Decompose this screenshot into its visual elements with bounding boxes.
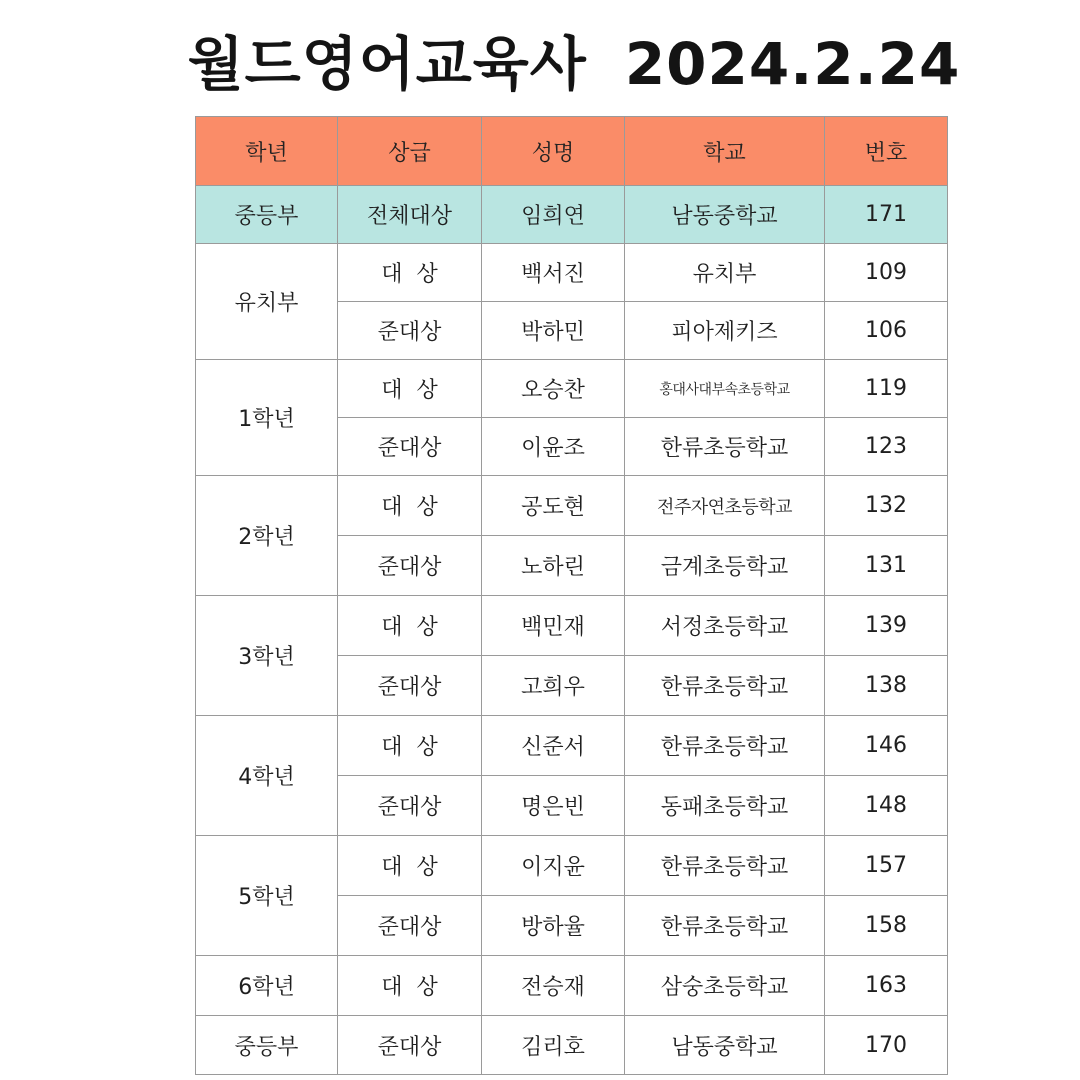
table-row — [196, 476, 948, 536]
cell-award: 준대상 — [338, 1016, 482, 1075]
page-title — [0, 22, 1080, 106]
cell-name: 임희연 — [482, 186, 625, 244]
cell-grade: 4학년 — [196, 716, 338, 836]
table-row — [196, 596, 948, 656]
table-row — [196, 360, 948, 418]
cell-award: 준대상 — [338, 302, 482, 360]
table-row — [196, 836, 948, 896]
cell-school: 서정초등학교 — [625, 596, 825, 656]
cell-award: 준대상 — [338, 776, 482, 836]
cell-name: 이지윤 — [482, 836, 625, 896]
cell-award: 대 상 — [338, 716, 482, 776]
cell-number: 109 — [825, 244, 948, 302]
cell-number: 146 — [825, 716, 948, 776]
cell-school: 한류초등학교 — [625, 716, 825, 776]
cell-award: 준대상 — [338, 418, 482, 476]
cell-number: 123 — [825, 418, 948, 476]
cell-name: 공도현 — [482, 476, 625, 536]
cell-name: 이윤조 — [482, 418, 625, 476]
cell-school: 남동중학교 — [625, 186, 825, 244]
cell-name: 고희우 — [482, 656, 625, 716]
table-row — [196, 956, 948, 1016]
cell-number: 132 — [825, 476, 948, 536]
table-row — [196, 244, 948, 302]
cell-award: 대 상 — [338, 360, 482, 418]
cell-school: 남동중학교 — [625, 1016, 825, 1075]
table-row — [196, 716, 948, 776]
cell-number: 163 — [825, 956, 948, 1016]
cell-grade: 중등부 — [196, 1016, 338, 1075]
cell-name: 노하린 — [482, 536, 625, 596]
cell-name: 전승재 — [482, 956, 625, 1016]
cell-grade: 3학년 — [196, 596, 338, 716]
table-row — [196, 1016, 948, 1075]
header-school: 학교 — [625, 117, 825, 186]
cell-grade: 2학년 — [196, 476, 338, 596]
header-number: 번호 — [825, 117, 948, 186]
header-name: 성명 — [482, 117, 625, 186]
cell-grade: 유치부 — [196, 244, 338, 360]
cell-number: 139 — [825, 596, 948, 656]
cell-award: 준대상 — [338, 896, 482, 956]
table-row-top-award — [196, 186, 948, 244]
cell-grade: 5학년 — [196, 836, 338, 956]
academy-name: 월드영어교육사 — [187, 30, 587, 98]
cell-award: 준대상 — [338, 656, 482, 716]
cell-name: 백민재 — [482, 596, 625, 656]
cell-grade: 중등부 — [196, 186, 338, 244]
cell-grade: 6학년 — [196, 956, 338, 1016]
cell-name: 신준서 — [482, 716, 625, 776]
cell-name: 방하율 — [482, 896, 625, 956]
cell-award: 전체대상 — [338, 186, 482, 244]
event-date: 2024.2.24 — [624, 30, 961, 98]
cell-name: 명은빈 — [482, 776, 625, 836]
cell-name: 박하민 — [482, 302, 625, 360]
cell-number: 131 — [825, 536, 948, 596]
cell-number: 138 — [825, 656, 948, 716]
cell-name: 오승찬 — [482, 360, 625, 418]
header-grade: 학년 — [196, 117, 338, 186]
header-award: 상급 — [338, 117, 482, 186]
cell-grade: 1학년 — [196, 360, 338, 476]
cell-name: 백서진 — [482, 244, 625, 302]
cell-award: 대 상 — [338, 476, 482, 536]
cell-school: 유치부 — [625, 244, 825, 302]
cell-school: 한류초등학교 — [625, 836, 825, 896]
cell-award: 준대상 — [338, 536, 482, 596]
cell-award: 대 상 — [338, 956, 482, 1016]
cell-award: 대 상 — [338, 596, 482, 656]
cell-number: 106 — [825, 302, 948, 360]
cell-number: 148 — [825, 776, 948, 836]
cell-school: 한류초등학교 — [625, 418, 825, 476]
cell-number: 171 — [825, 186, 948, 244]
cell-school: 한류초등학교 — [625, 656, 825, 716]
cell-number: 157 — [825, 836, 948, 896]
cell-name: 김리호 — [482, 1016, 625, 1075]
header-row — [196, 117, 948, 186]
cell-award: 대 상 — [338, 244, 482, 302]
cell-school: 한류초등학교 — [625, 896, 825, 956]
cell-school: 삼숭초등학교 — [625, 956, 825, 1016]
cell-number: 119 — [825, 360, 948, 418]
cell-number: 170 — [825, 1016, 948, 1075]
cell-school: 동패초등학교 — [625, 776, 825, 836]
cell-award: 대 상 — [338, 836, 482, 896]
cell-school: 피아제키즈 — [625, 302, 825, 360]
awards-table — [195, 116, 948, 1075]
cell-number: 158 — [825, 896, 948, 956]
cell-school: 금계초등학교 — [625, 536, 825, 596]
cell-school: 전주자연초등학교 — [625, 476, 825, 536]
cell-school: 홍대사대부속초등학교 — [625, 360, 825, 418]
